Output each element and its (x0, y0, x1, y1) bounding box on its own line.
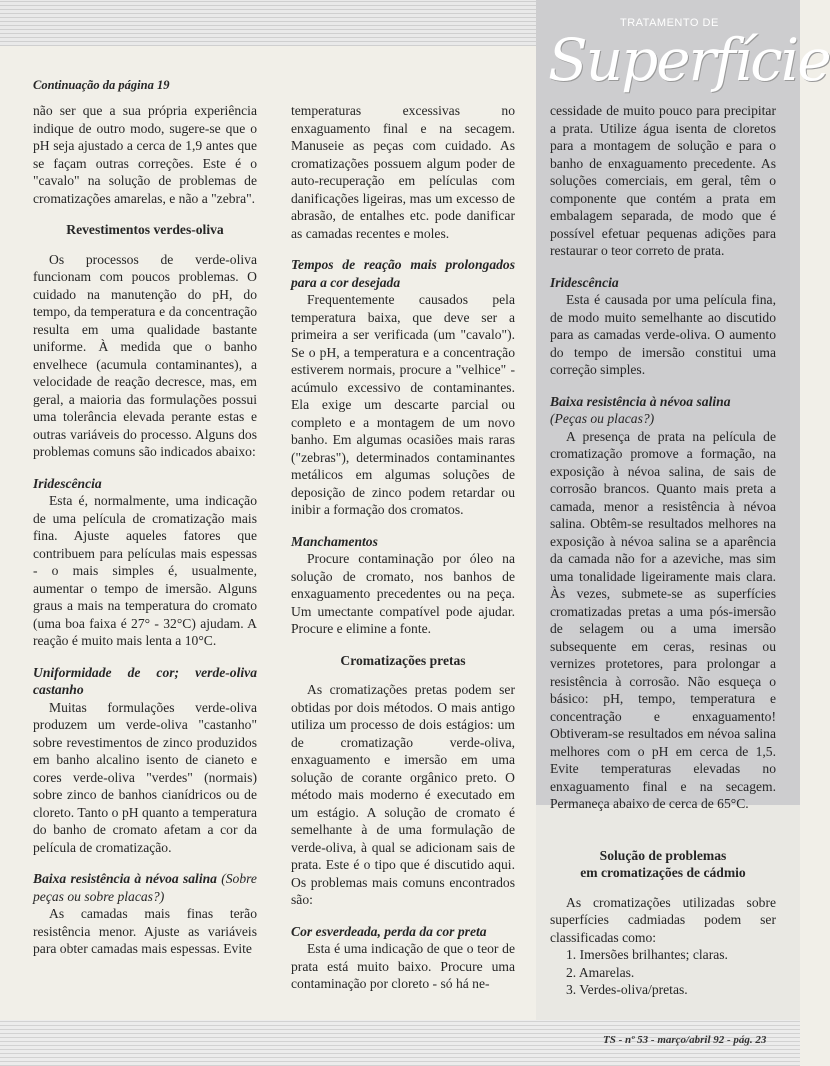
subheading: Uniformidade de cor; verde-oliva castanho (33, 664, 257, 697)
paragraph: Frequentemente causados pela temperatura baixa, que deve ser a primeira a ser verificada (um "cavalo"). Se o pH, a temperatura e a concentração estiverem normais, procure a "velhice" - acúmulo excessivo de contaminantes. Ela exige um descarte parcial ou completo e a montagem de um novo banho. Em algumas ocasiões mais raras ("zebras"), determinados contaminantes metálicos em algumas soluções de deposição de zinco podem retardar ou inibir a formação dos cromatos. (291, 292, 515, 517)
text-column-3 (550, 102, 776, 999)
list-item: 1. Imersões brilhantes; claras. (566, 947, 728, 962)
list-item: 2. Amarelas. (566, 964, 635, 980)
paragraph: cessidade de muito pouco para precipitar a prata. Utilize água isenta de cloretos para a montagem de solução e para o banho de enxaguamento precedente. As soluções comerciais, em geral, têm o componente que contém a prata em embalagem separada, de modo que é possível efetuar pequenas adições para restaurar o teor correto de prata. (550, 103, 776, 258)
section-heading: em cromatizações de cádmio (580, 865, 746, 880)
section-heading: Revestimentos verdes-oliva (66, 222, 224, 237)
paragraph: Esta é uma indicação de que o teor de prata está muito baixo. Procure uma contaminação por cloreto - só há ne- (291, 941, 515, 991)
subheading: Manchamentos (291, 533, 378, 549)
subheading-note: (Sobre peças ou sobre placas?) (33, 871, 257, 904)
subheading: Iridescência (33, 475, 102, 491)
subheading: Baixa resistência à névoa salina (33, 871, 217, 886)
paragraph: As cromatizações utilizadas sobre superfícies cadmiadas podem ser classificadas como: (550, 894, 776, 945)
paragraph: Muitas formulações verde-oliva produzem um verde-oliva "castanho" sobre revestimentos de zinco produzidos em banho alcalino isento de cianeto e cores verde-oliva "verdes" (normais) sobre zinco de banhos cianídricos ou de cloreto. Tanto o pH quanto a temperatura do banho de cromato afetam a cor da película de cromatização. (33, 699, 257, 855)
paragraph: As camadas mais finas terão resistência menor. Ajuste as variáveis para obter camadas mais espessas. Evite (33, 906, 257, 956)
paragraph: A presença de prata na película de cromatização promove a formação, na exposição à névoa salina, de sais de corrosão brancos. Quanto mais preta a camada, menor a resistência à névoa salina. Obtêm-se resultados melhores na exposição à névoa salina se a aparência da camada não for a azeviche, mas sim uma tonalidade ligeiramente mais clara. Às vezes, submete-se as superfícies cromatizadas pretas a uma pós-imersão de selagem ou a uma imersão subsequente em ceras, resinas ou vernizes protetores, para prolongar a resistência à corrosão. Não esqueça o básico: pH, tempo, temperatura e concentração e enxaguamento! Obtiveram-se resultados em névoa salina melhores com o pH em cerca de 1,5. Evite temperaturas elevadas no enxaguamento final e na secagem. Permaneça abaixo de cerca de 65°C. (550, 428, 776, 811)
paragraph: Esta é, normalmente, uma indicação de uma película de cromatização mais fina. Ajuste aqueles fatores que contribuem para películas mais espessas - o mais simples é, usualmente, aumentar o tempo de imersão. Alguns graus a mais na temperatura do cromato (uma boa faixa é 27° - 32°C) ajudam. A reação é muito mais lenta a 10°C. (33, 493, 257, 648)
paragraph: Procure contaminação por óleo na solução de cromato, nos banhos de enxaguamento precedentes ou na peça. Um umectante compatível pode ajudar. Procure e elimine a fonte. (291, 551, 515, 636)
page-footer: TS - nº 53 - março/abril 92 - pág. 23 (603, 1034, 767, 1046)
continuation-note: Continuação da página 19 (33, 78, 170, 92)
subheading: Baixa resistência à névoa salina (550, 393, 731, 409)
paragraph: temperaturas excessivas no enxaguamento final e na secagem. Manuseie as peças com cuidado. As cromatizações possuem algum poder de auto-recuperação em películas com danificações ligeiras, mas um excesso de abrasão, de entalhes etc. pode danificar as camadas recentes e moles. (291, 103, 515, 241)
paragraph: Os processos de verde-oliva funcionam com poucos problemas. O cuidado na manutenção do pH, do tempo, da temperatura e da concentração resulta em uma qualidade bastante uniforme. À medida que o banho envelhece (acumula contaminantes), a velocidade de reação decresce, mas, em geral, a maioria das formulações possui uma tolerância elevada perante estas e outras variáveis do processo. Alguns dos problemas comuns são indicados abaixo: (33, 251, 257, 459)
paragraph: não ser que a sua própria experiência indique de outro modo, sugere-se que o pH seja ajustado a cerca de 1,9 antes que se façam outras correções. Este é o "cavalo" na solução de problemas de cromatizações amarelas, e não a "zebra". (33, 103, 257, 206)
subheading: Iridescência (550, 274, 619, 290)
paragraph: As cromatizações pretas podem ser obtidas por dois métodos. O mais antigo utiliza um processo de dois estágios: um de cromatização verde-oliva, enxaguamento e imersão em uma solução de corante orgânico preto. O método mais moderno é executado em um estágio. A solução de cromato é semelhante à de uma formulação de verde-oliva, à qual se adicionam sais de prata. Este é o tipo que é discutido aqui. Os problemas mais comuns encontrados são: (291, 682, 515, 907)
subheading: Cor esverdeada, perda da cor preta (291, 923, 487, 939)
paragraph: Esta é causada por uma película fina, de modo muito semelhante ao discutido para as camadas verde-oliva. O aumento do tempo de imersão constitui uma correção simples. (550, 292, 776, 377)
text-column-1 (33, 102, 257, 958)
subheading-note: (Peças ou placas?) (550, 411, 655, 426)
magazine-brand-small: TRATAMENTO DE (620, 17, 719, 29)
text-column-2 (291, 102, 515, 993)
section-heading: Cromatizações pretas (340, 652, 466, 668)
list-item: 3. Verdes-oliva/pretas. (566, 982, 688, 997)
subheading: Tempos de reação mais prolongados para a cor desejada (291, 257, 515, 290)
subheading-line (33, 870, 257, 905)
magazine-brand-logo: Superfície (548, 26, 830, 94)
section-heading: Solução de problemas (599, 847, 727, 863)
